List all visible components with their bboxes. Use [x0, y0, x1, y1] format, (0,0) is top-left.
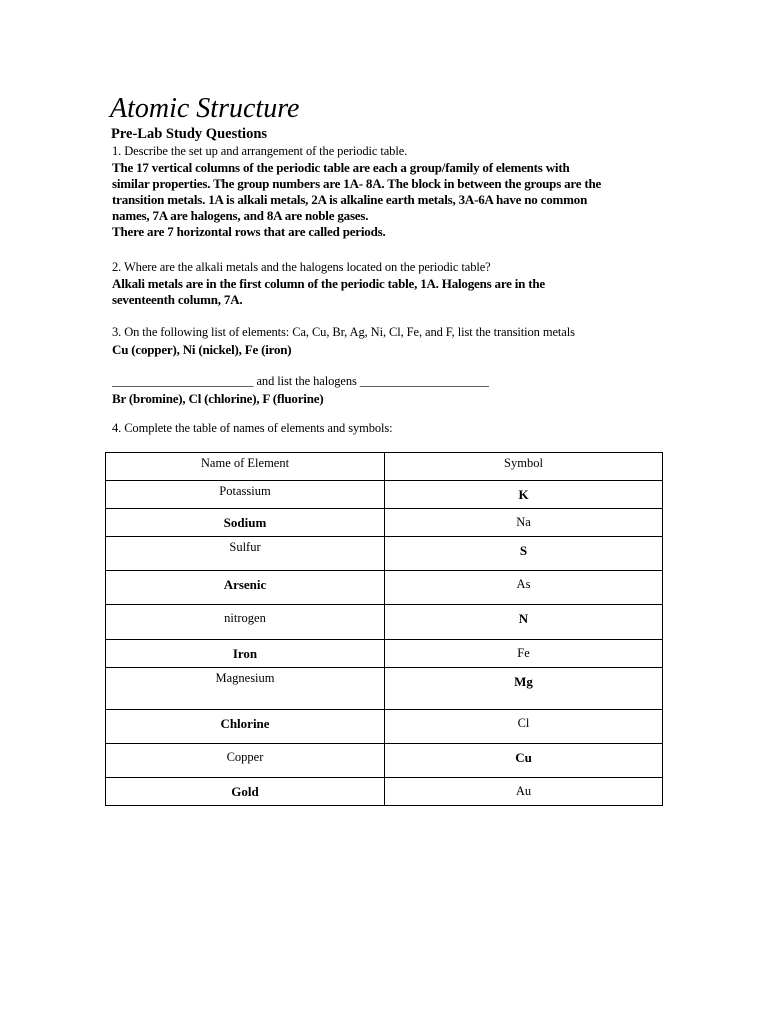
element-name-cell: Iron [106, 640, 385, 668]
table-row [106, 778, 663, 806]
question-3 [112, 325, 672, 358]
table-row [106, 605, 663, 640]
element-symbol-cell: Cu [385, 744, 663, 778]
element-name-cell: Chlorine [106, 710, 385, 744]
element-symbol-cell: S [385, 537, 663, 571]
column-header: Symbol [385, 453, 663, 481]
question-4 [112, 421, 672, 436]
table-row [106, 509, 663, 537]
table-row [106, 744, 663, 778]
element-name-cell: Potassium [106, 481, 385, 509]
element-name-cell: Gold [106, 778, 385, 806]
element-name-cell: Sulfur [106, 537, 385, 571]
elements-table [105, 452, 663, 806]
element-symbol-cell: Na [385, 509, 663, 537]
answer-3-transition-metals: Cu (copper), Ni (nickel), Fe (iron) [112, 342, 292, 357]
element-symbol-cell: Mg [385, 668, 663, 710]
question-4-text: 4. Complete the table of names of elements and symbols: [112, 421, 393, 435]
question-2-text: 2. Where are the alkali metals and the halogens located on the periodic table? [112, 260, 491, 274]
answer-1-line: similar properties. The group numbers are 1A- 8A. The block in between the groups are the [112, 176, 602, 191]
element-symbol-cell: K [385, 481, 663, 509]
element-symbol-cell: Fe [385, 640, 663, 668]
question-3-text: 3. On the following list of elements: Ca, Cu, Br, Ag, Ni, Cl, Fe, and F, list the transition metals [112, 325, 575, 339]
element-symbol-cell: As [385, 571, 663, 605]
question-1-text: 1. Describe the set up and arrangement of the periodic table. [112, 144, 408, 158]
halogen-prompt: _______________________ and list the halogens _____________________ [112, 374, 489, 388]
table-row [106, 710, 663, 744]
question-3-halogens [112, 374, 672, 407]
element-name-cell: nitrogen [106, 605, 385, 640]
table-row [106, 640, 663, 668]
table-row [106, 571, 663, 605]
table-row [106, 481, 663, 509]
answer-1-line: There are 7 horizontal rows that are called periods. [112, 224, 386, 239]
answer-1-line: transition metals. 1A is alkali metals, 2A is alkaline earth metals, 3A-6A have no common [112, 192, 588, 207]
element-symbol-cell: Cl [385, 710, 663, 744]
element-name-cell: Copper [106, 744, 385, 778]
question-2 [112, 260, 672, 308]
answer-3-halogens: Br (bromine), Cl (chlorine), F (fluorine) [112, 391, 324, 406]
question-1 [112, 144, 672, 240]
element-symbol-cell: Au [385, 778, 663, 806]
element-name-cell: Sodium [106, 509, 385, 537]
element-symbol-cell: N [385, 605, 663, 640]
page-title: Atomic Structure [110, 93, 300, 124]
table-row [106, 537, 663, 571]
table-header-row [106, 453, 663, 481]
answer-2-line: Alkali metals are in the first column of the periodic table, 1A. Halogens are in the [112, 276, 545, 291]
answer-2-line: seventeenth column, 7A. [112, 292, 243, 307]
element-name-cell: Arsenic [106, 571, 385, 605]
column-header: Name of Element [106, 453, 385, 481]
answer-1-line: names, 7A are halogens, and 8A are noble gases. [112, 208, 369, 223]
element-name-cell: Magnesium [106, 668, 385, 710]
page-subtitle: Pre-Lab Study Questions [111, 126, 268, 142]
table-row [106, 668, 663, 710]
answer-1-line: The 17 vertical columns of the periodic table are each a group/family of elements with [112, 160, 570, 175]
